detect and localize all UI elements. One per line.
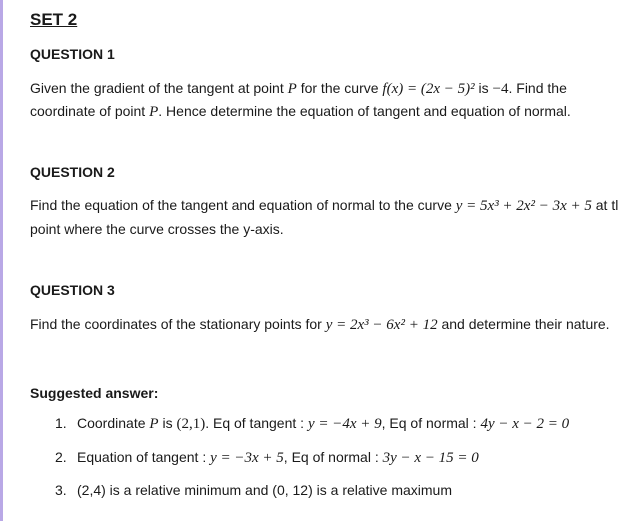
answer-1 xyxy=(77,415,569,433)
text: at tl xyxy=(591,197,619,213)
math-equation: y = 2x³ − 6x² + 12 xyxy=(325,317,438,333)
question-2-heading: QUESTION 2 xyxy=(30,164,115,180)
text: . Hence determine the equation of tangent and equation of normal. xyxy=(158,103,571,119)
math-normal: 4y − x − 2 = 0 xyxy=(480,416,570,432)
text: , Eq of normal : xyxy=(381,415,481,431)
answer-2 xyxy=(77,449,479,467)
text: is xyxy=(158,415,177,431)
text: for the curve xyxy=(296,80,383,96)
text: Find the equation of the tangent and equation of normal to the curve xyxy=(30,197,456,213)
question-2-line-1 xyxy=(30,197,618,215)
math-p: P xyxy=(149,416,159,432)
math-value: −4 xyxy=(492,81,509,97)
text: Coordinate xyxy=(77,415,150,431)
math-p: P xyxy=(149,104,159,120)
question-3-line-1 xyxy=(30,316,610,334)
answer-3: (2,4) is a relative minimum and (0, 12) is a relative maximum xyxy=(77,482,453,498)
math-fx: f(x) = (2x − 5)² xyxy=(382,81,475,97)
text: Equation of tangent : xyxy=(77,449,211,465)
suggested-answer-heading: Suggested answer: xyxy=(30,385,159,401)
text: Given the gradient of the tangent at point xyxy=(30,80,288,96)
set-title: SET 2 xyxy=(30,10,78,29)
math-p: P xyxy=(287,81,297,97)
answer-1-number: 1. xyxy=(55,415,67,431)
text: . Eq of tangent : xyxy=(205,415,308,431)
math-point: (2,1) xyxy=(176,416,206,432)
text: Find the coordinates of the stationary points for xyxy=(30,316,326,332)
text: , Eq of normal : xyxy=(283,449,383,465)
left-margin-bar xyxy=(0,0,3,521)
question-1-heading: QUESTION 1 xyxy=(30,46,115,62)
math-equation: y = 5x³ + 2x² − 3x + 5 xyxy=(455,198,592,214)
text: . Find the xyxy=(508,80,567,96)
text: is xyxy=(474,80,493,96)
answer-3-number: 3. xyxy=(55,482,67,498)
question-1-line-2 xyxy=(30,103,571,121)
question-1-line-1 xyxy=(30,80,567,98)
text: coordinate of point xyxy=(30,103,150,119)
math-tangent: y = −3x + 5 xyxy=(210,450,284,466)
math-tangent: y = −4x + 9 xyxy=(307,416,382,432)
question-3-heading: QUESTION 3 xyxy=(30,282,115,298)
question-2-line-2: point where the curve crosses the y-axis. xyxy=(30,221,284,237)
math-normal: 3y − x − 15 = 0 xyxy=(382,450,479,466)
answer-2-number: 2. xyxy=(55,449,67,465)
text: and determine their nature. xyxy=(437,316,610,332)
